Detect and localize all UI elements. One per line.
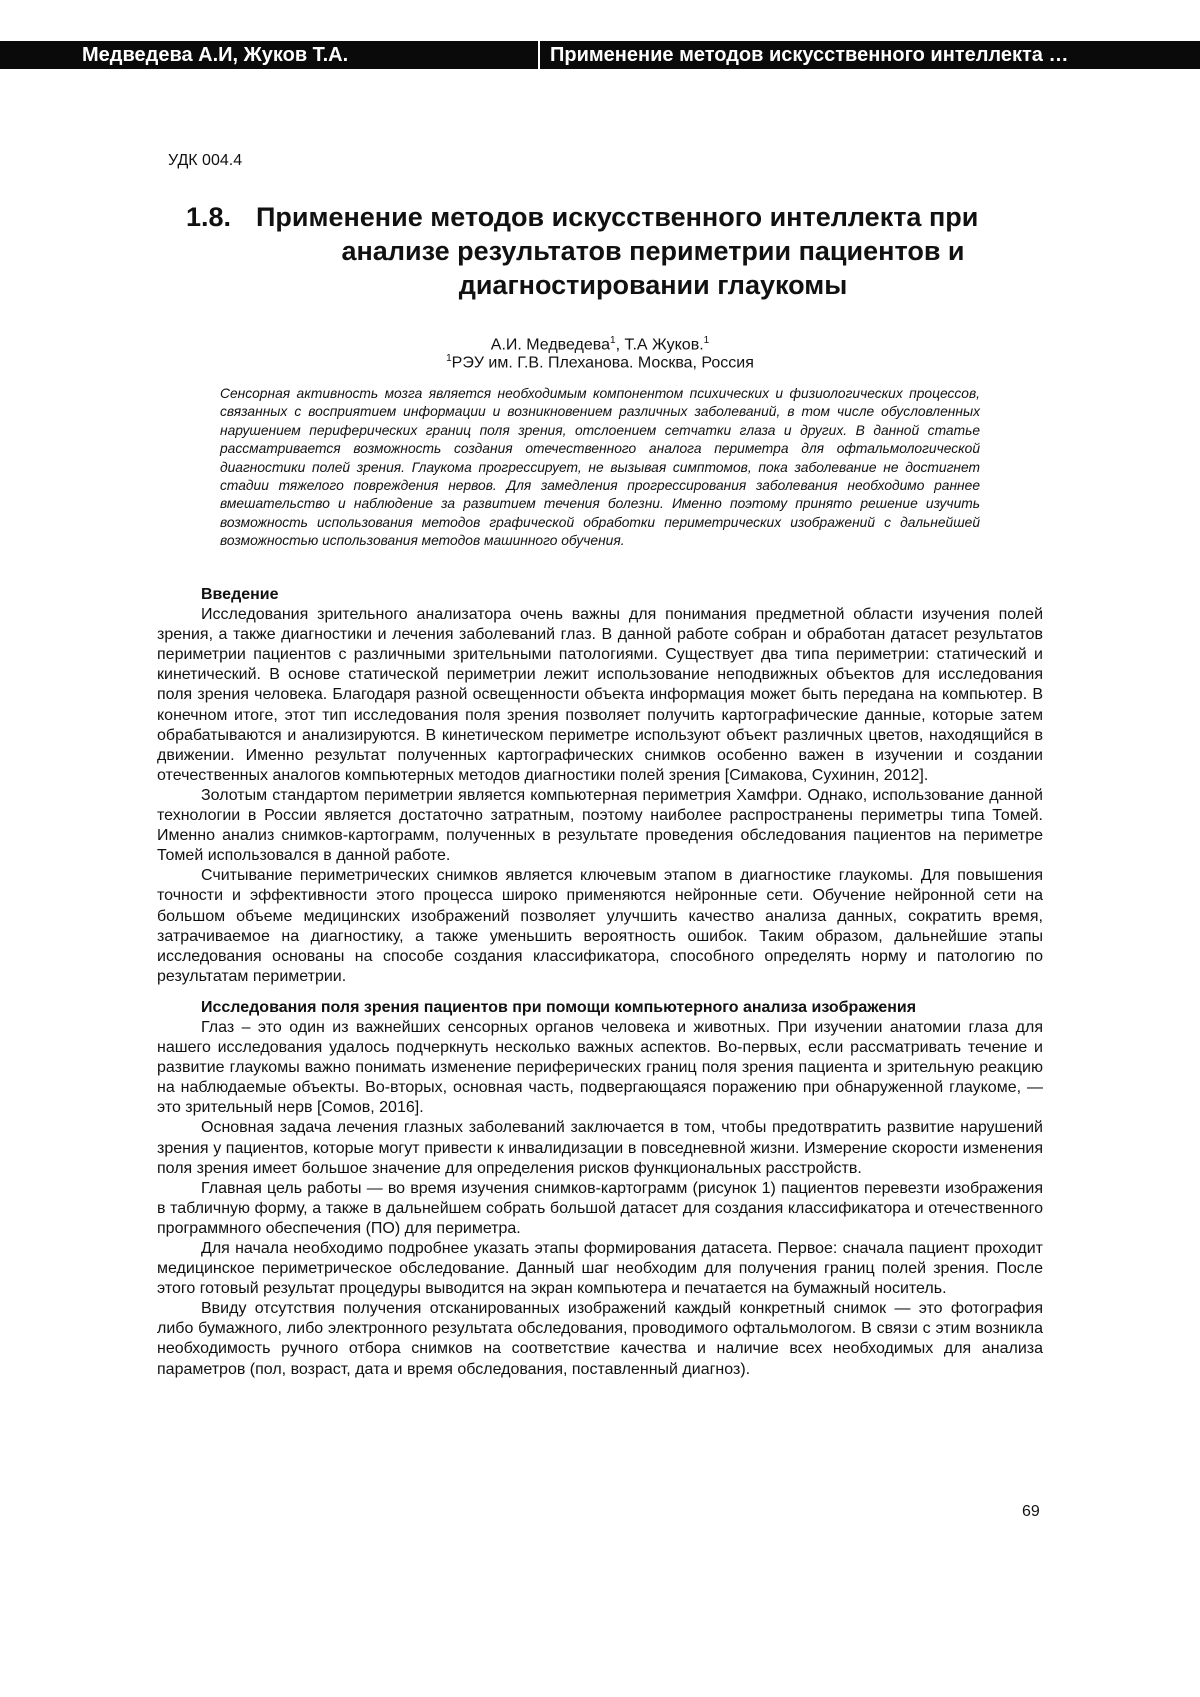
affiliation	[0, 353, 1200, 372]
paragraph: Основная задача лечения глазных заболеваний заключается в том, чтобы предотвратить развитие нарушений зрения у пациентов, которые могут привести к инвалидизации в повседневной жизни. Измерение скорости изменения поля зрения имеет большое значение для определения рисков функциональных расстройств.	[157, 1118, 1043, 1178]
author-name: А.И. Медведева	[491, 336, 610, 353]
section-heading: Введение	[157, 585, 1043, 605]
udk-code: УДК 004.4	[168, 152, 242, 170]
author-affiliation-mark: 1	[704, 335, 710, 346]
header-authors: Медведева А.И, Жуков Т.А.	[82, 41, 348, 69]
paragraph: Для начала необходимо подробнее указать этапы формирования датасета. Первое: сначала пациент проходит медицинское периметрическое обследование. Данный шаг необходим для получения границ полей зрения. После этого готовый результат процедуры выводится на экран компьютера и печатается на бумажный носитель.	[157, 1239, 1043, 1299]
paragraph: Золотым стандартом периметрии является компьютерная периметрия Хамфри. Однако, использование данной технологии в России является достаточно затратным, поэтому наиболее распространены периметры типа Томей. Именно анализ снимков-картограмм, полученных в результате проведения обследования пациентов на периметре Томей использовался в данной работе.	[157, 786, 1043, 866]
paragraph: Главная цель работы — во время изучения снимков-картограмм (рисунок 1) пациентов перевезти изображения в табличную форму, а также в дальнейшем собрать большой датасет для создания классификатора и отечественного программного обеспечения (ПО) для периметра.	[157, 1179, 1043, 1239]
paragraph: Исследования зрительного анализатора очень важны для понимания предметной области изучения полей зрения, а также диагностики и лечения заболеваний глаз. В данной работе собран и обработан датасет результатов периметрии пациентов с различными зрительными патологиями. Существует два типа периметрии: статический и кинетический. В основе статической периметрии лежит использование неподвижных объектов для исследования поля зрения человека. Благодаря разной освещенности объекта информация может быть передана на компьютер. В конечном итоге, этот тип исследования поля зрения позволяет получить картографические данные, которые затем обрабатываются и анализируются. В кинетическом периметре используют объект различных цветов, находящийся в движении. Именно результат полученных картографических снимков особенно важен в изучении и создании отечественных аналогов компьютерных методов диагностики полей зрения [Симакова, Сухинин, 2012].	[157, 605, 1043, 786]
author-name: Т.А Жуков.	[624, 336, 703, 353]
header-divider	[538, 41, 540, 69]
title-line: диагностировании глаукомы	[256, 268, 1050, 302]
author-affiliation-mark: 1	[610, 335, 616, 346]
header-title: Применение методов искусственного интеллекта …	[550, 41, 1068, 69]
article-body	[157, 585, 1043, 1380]
paragraph: Ввиду отсутствия получения отсканированных изображений каждый конкретный снимок — это фотография либо бумажного, либо электронного результата обследования, проводимого офтальмологом. В связи с этим возникла необходимость ручного отбора снимков на соответствие качества и наличие всех необходимых для анализа параметров (пол, возраст, дата и время обследования, поставленный диагноз).	[157, 1299, 1043, 1379]
running-header	[0, 41, 1200, 69]
title-number: 1.8.	[186, 200, 231, 234]
title-text	[256, 200, 1050, 302]
paragraph: Считывание периметрических снимков является ключевым этапом в диагностике глаукомы. Для повышения точности и эффективности этого процесса широко применяются нейронные сети. Обучение нейронной сети на большом объеме медицинских изображений позволяет улучшить качество анализа данных, сократить время, затрачиваемое на диагностику, а также уменьшить вероятность ошибок. Таким образом, дальнейшие этапы исследования основаны на способе создания классификатора, способного определять норму и патологию по результатам периметрии.	[157, 866, 1043, 987]
abstract: Сенсорная активность мозга является необходимым компонентом психических и физиологических процессов, связанных с восприятием информации и возникновением различных заболеваний, в том числе обусловленных нарушением периферических границ поля зрения, отслоением сетчатки глаза и других. В данной статье рассматривается возможность создания отечественного аналога периметра для офтальмологической диагностики полей зрения. Глаукома прогрессирует, не вызывая симптомов, пока заболевание не достигнет стадии тяжелого повреждения нервов. Для замедления прогрессирования заболевания необходимо раннее вмешательство и наблюдение за развитием течения болезни. Именно поэтому принято решение изучить возможность использования методов графической обработки периметрических изображений с дальнейшей возможностью использования методов машинного обучения.	[220, 385, 980, 551]
section-heading: Исследования поля зрения пациентов при помощи компьютерного анализа изображения	[157, 998, 1043, 1018]
authors-line	[0, 331, 1200, 355]
paragraph: Глаз – это один из важнейших сенсорных органов человека и животных. При изучении анатомии глаза для нашего исследования удалось подчеркнуть несколько важных аспектов. Во-первых, если рассматривать течение и развитие глаукомы важно понимать изменение периферических границ поля зрения пациента и зрительную реакцию на наблюдаемые объекты. Во-вторых, основная часть, подвергающаяся поражению при обнаруженной глаукоме, — это зрительный нерв [Сомов, 2016].	[157, 1018, 1043, 1118]
author-separator: ,	[616, 336, 625, 353]
affiliation-mark: 1	[446, 353, 452, 364]
affiliation-text: РЭУ им. Г.В. Плеханова. Москва, Россия	[452, 354, 754, 371]
page-number: 69	[1022, 1503, 1040, 1521]
title-line: Применение методов искусственного интеллекта при	[256, 200, 1050, 234]
title-line: анализе результатов периметрии пациентов и	[256, 234, 1050, 268]
